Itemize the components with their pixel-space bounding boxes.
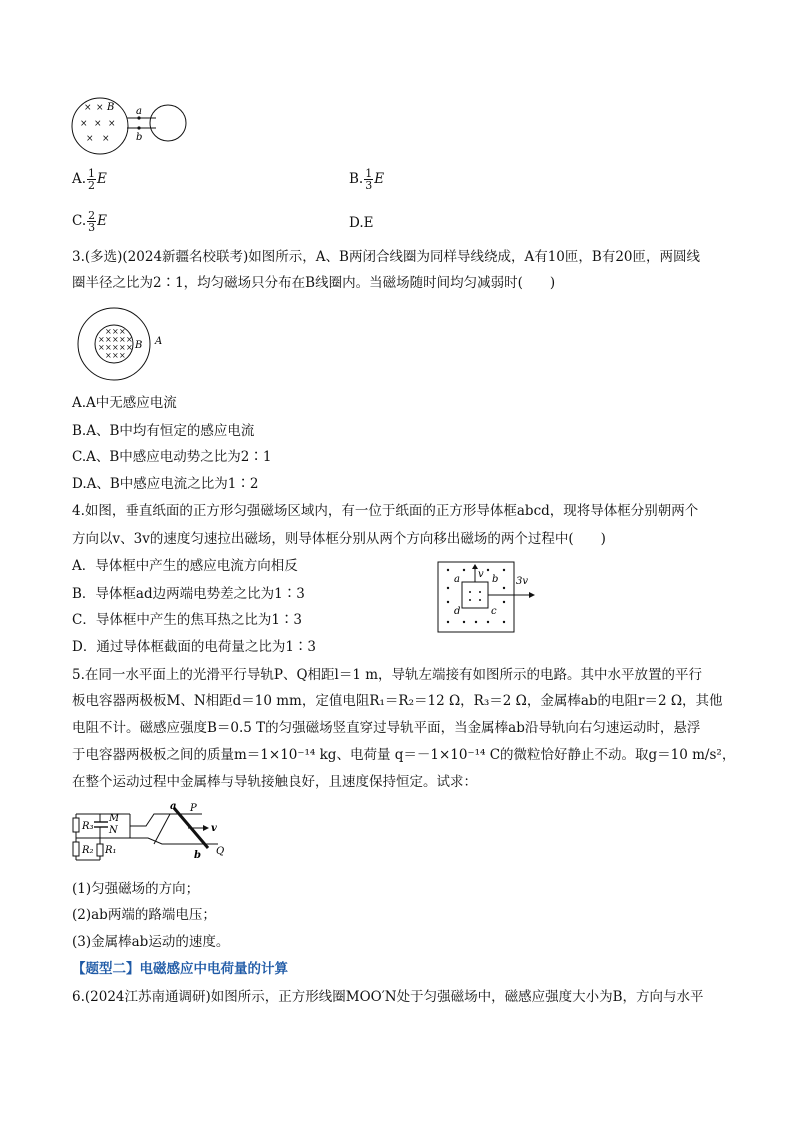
q5-stem-line-4: 于电容器两极板之间的质量m＝1×10⁻¹⁴ kg、电荷量 q＝－1×10⁻¹⁴ C的微粒恰好静止不动。取g＝10 m/s²， [72,747,736,763]
q5-label-m: M [109,813,120,824]
q2-figure [70,95,188,157]
q3-option-b: B.A、B中均有恒定的感应电流 [72,423,255,439]
svg-text:×: × [105,335,112,344]
q4-label-3v: 3v [516,576,529,587]
svg-text:×: × [119,343,126,352]
svg-text:×: × [84,103,92,113]
q5-label-a: a [170,801,177,812]
section-heading: 【题型二】电磁感应中电荷量的计算 [72,961,288,977]
q5-label-r2: R₂ [82,845,94,856]
q4-stem-line-2: 方向以v、3v的速度匀速拉出磁场，则导体框分别从两个方向移出磁场的两个过程中( ) [72,531,606,547]
q4-label-b: b [492,574,499,585]
q5-stem-line-3: 电阻不计。磁感应强度B＝0.5 T的匀强磁场竖直穿过导轨平面，当金属棒ab沿导轨向右匀速运动时，悬浮 [72,720,701,736]
q5-label-p: P [190,803,197,814]
q2-option-d: D.E [349,215,374,231]
svg-text:×: × [112,335,119,344]
q2-option-b: B. $\frac{1}{3}$ E [349,167,385,192]
q5-stem-line-5: 在整个运动过程中金属棒与导轨接触良好，且速度保持恒定。试求： [72,774,477,790]
svg-text:×: × [112,343,119,352]
q5-label-n: N [109,825,118,836]
svg-text:×: × [105,351,112,360]
q2-label-b: B [107,102,115,113]
svg-text:×: × [105,343,112,352]
svg-text:×: × [112,351,119,360]
q5-label-q: Q [216,846,225,857]
q5-label-v: v [211,823,217,834]
q3-stem-line-1: 3.(多选)(2024新疆名校联考)如图所示，A、B两闭合线圈为同样导线绕成，A有10匝，B有20匝，两圆线 [72,249,700,265]
svg-text:×: × [119,327,126,336]
svg-text:×: × [80,119,88,129]
q4-option-d: D．通过导体框截面的电荷量之比为1∶3 [72,639,317,655]
q5-label-r3: R₃ [82,821,94,832]
q5-sub-question-2: (2)ab两端的路端电压； [72,907,216,923]
svg-text:×: × [102,134,110,144]
svg-text:×: × [98,343,105,352]
q4-stem-line-1: 4.如图，垂直纸面的正方形匀强磁场区域内，有一位于纸面的正方形导体框abcd，现将导体框分别朝两个 [72,503,699,519]
q6-stem-line-1: 6.(2024江苏南通调研)如图所示，正方形线圈MOO′N处于匀强磁场中，磁感应强度大小为B，方向与水平 [72,989,704,1005]
q5-figure [70,800,235,868]
q4-label-d: d [454,606,461,617]
q4-label-c: c [491,606,497,617]
svg-text:×: × [112,327,119,336]
q4-label-a: a [454,574,460,585]
svg-text:×: × [94,119,102,129]
q5-label-r1: R₁ [105,845,117,856]
q5-stem-line-2: 板电容器两极板M、N相距d＝10 mm，定值电阻R₁＝R₂＝12 Ω，R₃＝2 Ω，金属棒ab的电阻r＝2 Ω，其他 [72,693,723,709]
svg-text:×: × [126,335,133,344]
q3-label-b: B [135,340,143,351]
q3-figure [70,306,180,382]
svg-text:×: × [96,103,104,113]
q5-stem-line-1: 5.在同一水平面上的光滑平行导轨P、Q相距l＝1 m，导轨左端接有如图所示的电路。其中水平放置的平行 [72,667,703,683]
q5-label-b: b [194,850,201,861]
q5-sub-question-1: (1)匀强磁场的方向； [72,881,200,897]
q3-stem-line-2: 圈半径之比为2∶1，均匀磁场只分布在B线圈内。当磁场随时间均匀减弱时( ) [72,275,556,291]
q5-sub-question-3: (3)金属棒ab运动的速度。 [72,934,230,950]
q2-label-b-pt: b [136,132,143,143]
q2-option-c: C. $\frac{2}{3}$ E [72,209,107,234]
svg-text:×: × [98,335,105,344]
svg-text:×: × [119,335,126,344]
svg-text:×: × [105,327,112,336]
q3-option-d: D.A、B中感应电流之比为1∶2 [72,476,259,492]
svg-text:×: × [108,119,116,129]
q2-option-a: A. $\frac{1}{2}$ E [72,167,107,192]
q2-label-a-pt: a [136,106,142,117]
q4-option-c: C．导体框中产生的焦耳热之比为1∶3 [72,612,303,628]
q3-option-a: A.A中无感应电流 [72,395,177,411]
q4-figure [436,560,546,636]
svg-text:×: × [126,343,133,352]
q3-option-c: C.A、B中感应电动势之比为2∶1 [72,449,272,465]
q3-label-a: A [155,336,163,347]
svg-text:×: × [86,134,94,144]
q4-option-a: A．导体框中产生的感应电流方向相反 [72,558,298,574]
q4-option-b: B．导体框ad边两端电势差之比为1∶3 [72,586,305,602]
svg-text:×: × [119,351,126,360]
q4-label-v: v [478,569,484,580]
